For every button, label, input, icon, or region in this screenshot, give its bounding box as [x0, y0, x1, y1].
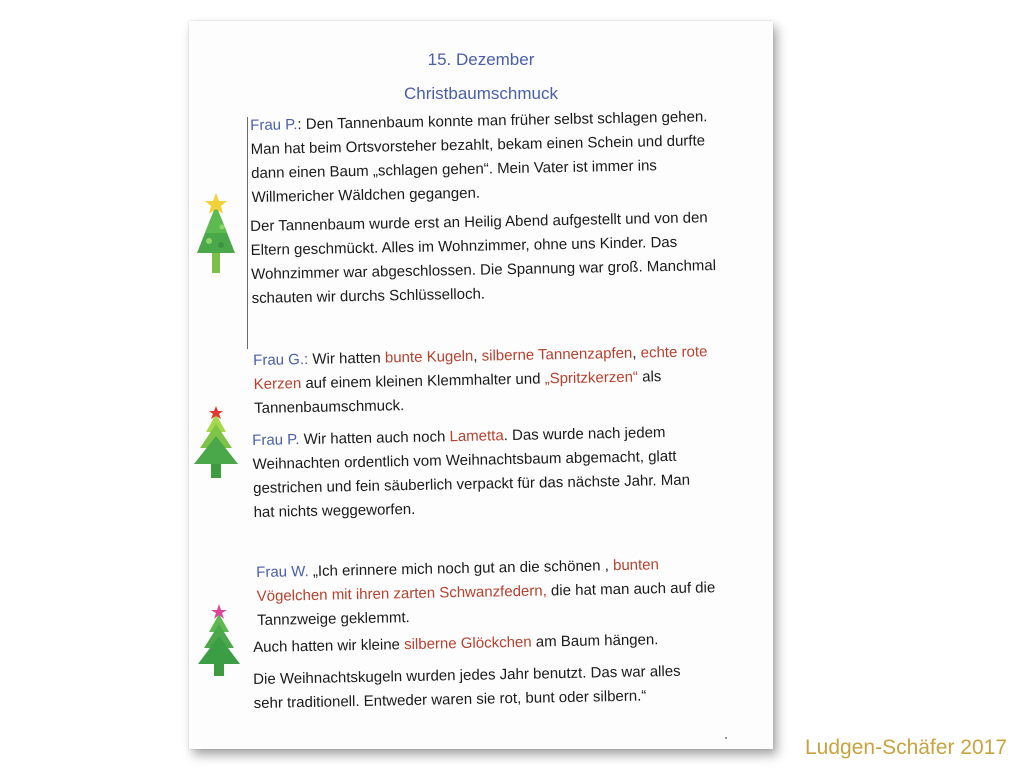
paragraph-text: . Das wurde nach jedem Weihnachten ordentlich vom Weihnachtsbaum abgemacht, glatt gestrichen und fein säuberlich verpackt für das nächste Jahr. Man hat nichts weggeworfen. — [252, 424, 691, 521]
paragraph-frau-g — [253, 340, 724, 421]
page-title: Christbaumschmuck — [404, 84, 558, 103]
highlight-text: bunte Kugeln — [384, 347, 474, 367]
scanned-page — [189, 21, 773, 749]
highlight-text: „Spritzkerzen“ — [544, 368, 639, 388]
speaker-label: Frau G.: — [253, 350, 309, 369]
paragraph-text: Wir hatten auch noch — [299, 428, 450, 449]
paragraph-gloeckchen — [253, 627, 723, 660]
paragraph-frau-w — [256, 552, 727, 633]
scan-speck — [725, 737, 727, 739]
christmas-tree-icon — [192, 404, 242, 480]
paragraph-text: die hat man auch auf die Tannzweige geklemmt. — [256, 579, 716, 629]
christmas-tree-icon — [196, 602, 242, 678]
paragraph-text: auf einem kleinen Klemmhalter und — [301, 370, 545, 393]
speaker-label: Frau P. — [252, 431, 300, 449]
paragraph-text: , — [632, 344, 641, 362]
highlight-text: bunten Vögelchen mit ihren zarten Schwanzfedern, — [256, 556, 660, 605]
margin-line — [247, 117, 248, 349]
speaker-label: Frau P. — [250, 116, 298, 134]
page-date: 15. Dezember — [427, 50, 535, 69]
paragraph-frau-p-2 — [252, 420, 714, 525]
paragraph-text: , — [473, 347, 482, 365]
paragraph-text: als Tannenbaumschmuck. — [253, 368, 662, 417]
paragraph-text: Auch hatten wir kleine — [253, 636, 405, 656]
paragraph-text: am Baum hängen. — [531, 631, 659, 651]
speaker-label: Frau W. — [256, 562, 309, 581]
highlight-text: silberne Tannenzapfen — [481, 344, 633, 365]
christmas-tree-icon — [191, 191, 241, 275]
paragraph-text: : Den Tannenbaum konnte man früher selbst schlagen gehen. Man hat beim Ortsvorsteher bezahlt, bekam einen Schein und durfte dann einen Baum „schlagen gehen“. Mein Vater ist immer ins Willmericher Wäldchen gegangen. — [250, 108, 708, 206]
paragraph-text: Wir hatten — [308, 349, 386, 368]
paragraph-frau-p-1 — [250, 105, 722, 210]
highlight-text: Lametta — [449, 427, 504, 446]
highlight-text: silberne Glöckchen — [403, 633, 532, 654]
credit-label: Ludgen-Schäfer 2017 — [805, 736, 1007, 759]
paragraph-tannenbaum: Der Tannenbaum wurde erst an Heilig Abend aufgestellt und von den Eltern geschmückt. Alles im Wohnzimmer, ohne uns Kinder. Das Wohnzimmer war abgeschlossen. Die Spannung war groß. Manchmal schauten wir durchs Schlüsselloch. — [250, 209, 717, 307]
paragraph-text: „Ich erinnere mich noch gut an die schönen , — [308, 557, 614, 580]
paragraph-kugeln: Die Weihnachtskugeln wurden jedes Jahr benutzt. Das war alles sehr traditionell. Entweder waren sie rot, bunt oder silbern.“ — [253, 662, 681, 712]
highlight-text: echte rote Kerzen — [253, 343, 708, 393]
